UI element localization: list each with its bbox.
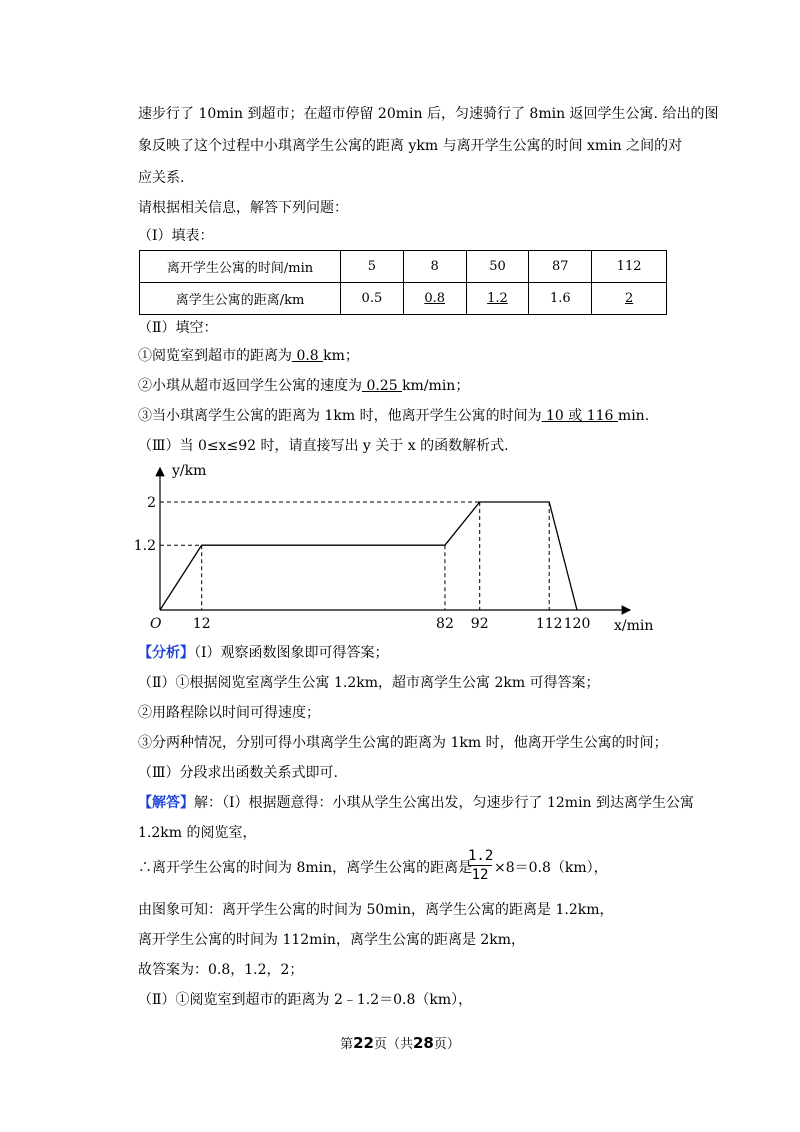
table-cell: 112 (592, 251, 667, 283)
x-tick-label: 112 (535, 616, 563, 632)
answer-blank: 2 (624, 291, 634, 306)
question-2-answer: 0.25 (362, 378, 403, 394)
table-cell: 50 (466, 251, 529, 283)
question-2-unit: km/min； (402, 378, 470, 394)
distance-time-graph (120, 458, 660, 638)
analysis-line-4: ③分两种情况，分别可得小琪离学生公寓的距离为 1km 时，他离开学生公寓的时间； (138, 735, 668, 751)
solution-line-2: 1.2km 的阅览室， (138, 825, 257, 841)
solution-line-3a: ∴离开学生公寓的时间为 8min，离学生公寓的距离是 (138, 860, 473, 876)
table-cell: 8 (403, 251, 466, 283)
analysis-line-1 (138, 643, 389, 663)
solution-line-3b: ×8＝0.8（km）， (494, 860, 608, 876)
x-tick-label: 82 (436, 616, 454, 632)
solution-line-1 (138, 793, 694, 813)
problem-text-line-2: 象反映了这个过程中小琪离学生公寓的距离 ykm 与离开学生公寓的时间 xmin 之间的对 (138, 138, 683, 154)
question-1-text: ①阅览室到超市的距离为 (138, 348, 292, 364)
question-1 (138, 346, 359, 366)
problem-text-line-1: 速步行了 10min 到超市；在超市停留 20min 后，匀速骑行了 8min 返回学生公寓. 给出的图 (138, 106, 719, 122)
part-1-heading: （Ⅰ）填表： (138, 228, 214, 244)
fraction-numerator: 1.2 (468, 848, 494, 864)
table-row (140, 251, 667, 283)
page-footer (0, 1033, 800, 1052)
solution-line-5: 离开学生公寓的时间为 112min，离学生公寓的距离是 2km， (138, 932, 526, 948)
table-cell: 离学生公寓的距离/km (140, 283, 341, 315)
y-tick-label: 2 (147, 495, 156, 511)
question-3-answer: 10 或 116 (541, 408, 618, 424)
solution-text: 解：（Ⅰ）根据题意得：小琪从学生公寓出发，匀速步行了 12min 到达离学生公寓 (194, 795, 695, 811)
question-1-unit: km； (323, 348, 359, 364)
origin-label: O (150, 616, 162, 632)
table-cell: 1.6 (529, 283, 592, 315)
question-2 (138, 376, 469, 396)
x-tick-label: 120 (563, 616, 591, 632)
fraction (468, 848, 492, 883)
question-2-text: ②小琪从超市返回学生公寓的速度为 (138, 378, 362, 394)
answer-blank: 0.8 (424, 291, 446, 306)
analysis-text: （Ⅰ）观察函数图象即可得答案； (194, 645, 389, 661)
table-cell: 0.5 (341, 283, 404, 315)
table-cell (466, 283, 529, 315)
x-tick-label: 12 (192, 616, 211, 632)
answer-blank: 1.2 (487, 291, 508, 306)
table-cell: 离开学生公寓的时间/min (140, 251, 341, 283)
part-3-heading: （Ⅲ）当 0≤x≤92 时，请直接写出 y 关于 x 的函数解析式. (138, 438, 509, 454)
analysis-line-3: ②用路程除以时间可得速度； (138, 705, 320, 721)
table-row (140, 283, 667, 315)
footer-text: 页） (433, 1037, 460, 1052)
x-axis-label: x/min (614, 618, 654, 634)
question-3 (138, 406, 649, 426)
analysis-line-2: （Ⅱ）①根据阅览室离学生公寓 1.2km，超市离学生公寓 2km 可得答案； (138, 675, 600, 691)
fraction-denominator: 12 (471, 867, 489, 883)
page-total: 28 (413, 1034, 434, 1052)
footer-text: 第 (340, 1037, 354, 1052)
y-tick-label: 1.2 (133, 538, 156, 555)
solution-line-4: 由图象可知：离开学生公寓的时间为 50min，离学生公寓的距离是 1.2km， (138, 902, 614, 918)
question-3-unit: min. (617, 408, 650, 424)
dashed-guides (160, 502, 549, 610)
solution-line-7: （Ⅱ）①阅览室到超市的距离为 2﹣1.2＝0.8（km）， (138, 992, 473, 1008)
part-2-heading: （Ⅱ）填空： (138, 320, 218, 336)
solution-line-6: 故答案为：0.8，1.2，2； (138, 962, 304, 978)
analysis-line-5: （Ⅲ）分段求出函数关系式即可. (138, 765, 338, 781)
y-axis-label: y/km (172, 463, 207, 479)
table-cell (403, 283, 466, 315)
analysis-tag: 【分析】 (138, 645, 194, 661)
question-1-answer: 0.8 (292, 348, 324, 364)
table-cell: 5 (341, 251, 404, 283)
question-3-text: ③当小琪离学生公寓的距离为 1km 时，他离开学生公寓的时间为 (138, 408, 542, 424)
page-number: 22 (353, 1034, 374, 1052)
problem-text-line-3: 应关系. (138, 170, 185, 186)
problem-prompt: 请根据相关信息，解答下列问题： (138, 200, 348, 216)
fill-table (139, 250, 667, 315)
x-tick-label: 92 (470, 616, 489, 632)
tick-labels (134, 495, 591, 632)
table-cell (592, 283, 667, 315)
fraction-bar (468, 865, 492, 866)
footer-text: 页（共 (373, 1037, 413, 1052)
solution-tag: 【解答】 (138, 795, 194, 811)
table-cell: 87 (529, 251, 592, 283)
series-line (160, 502, 577, 610)
